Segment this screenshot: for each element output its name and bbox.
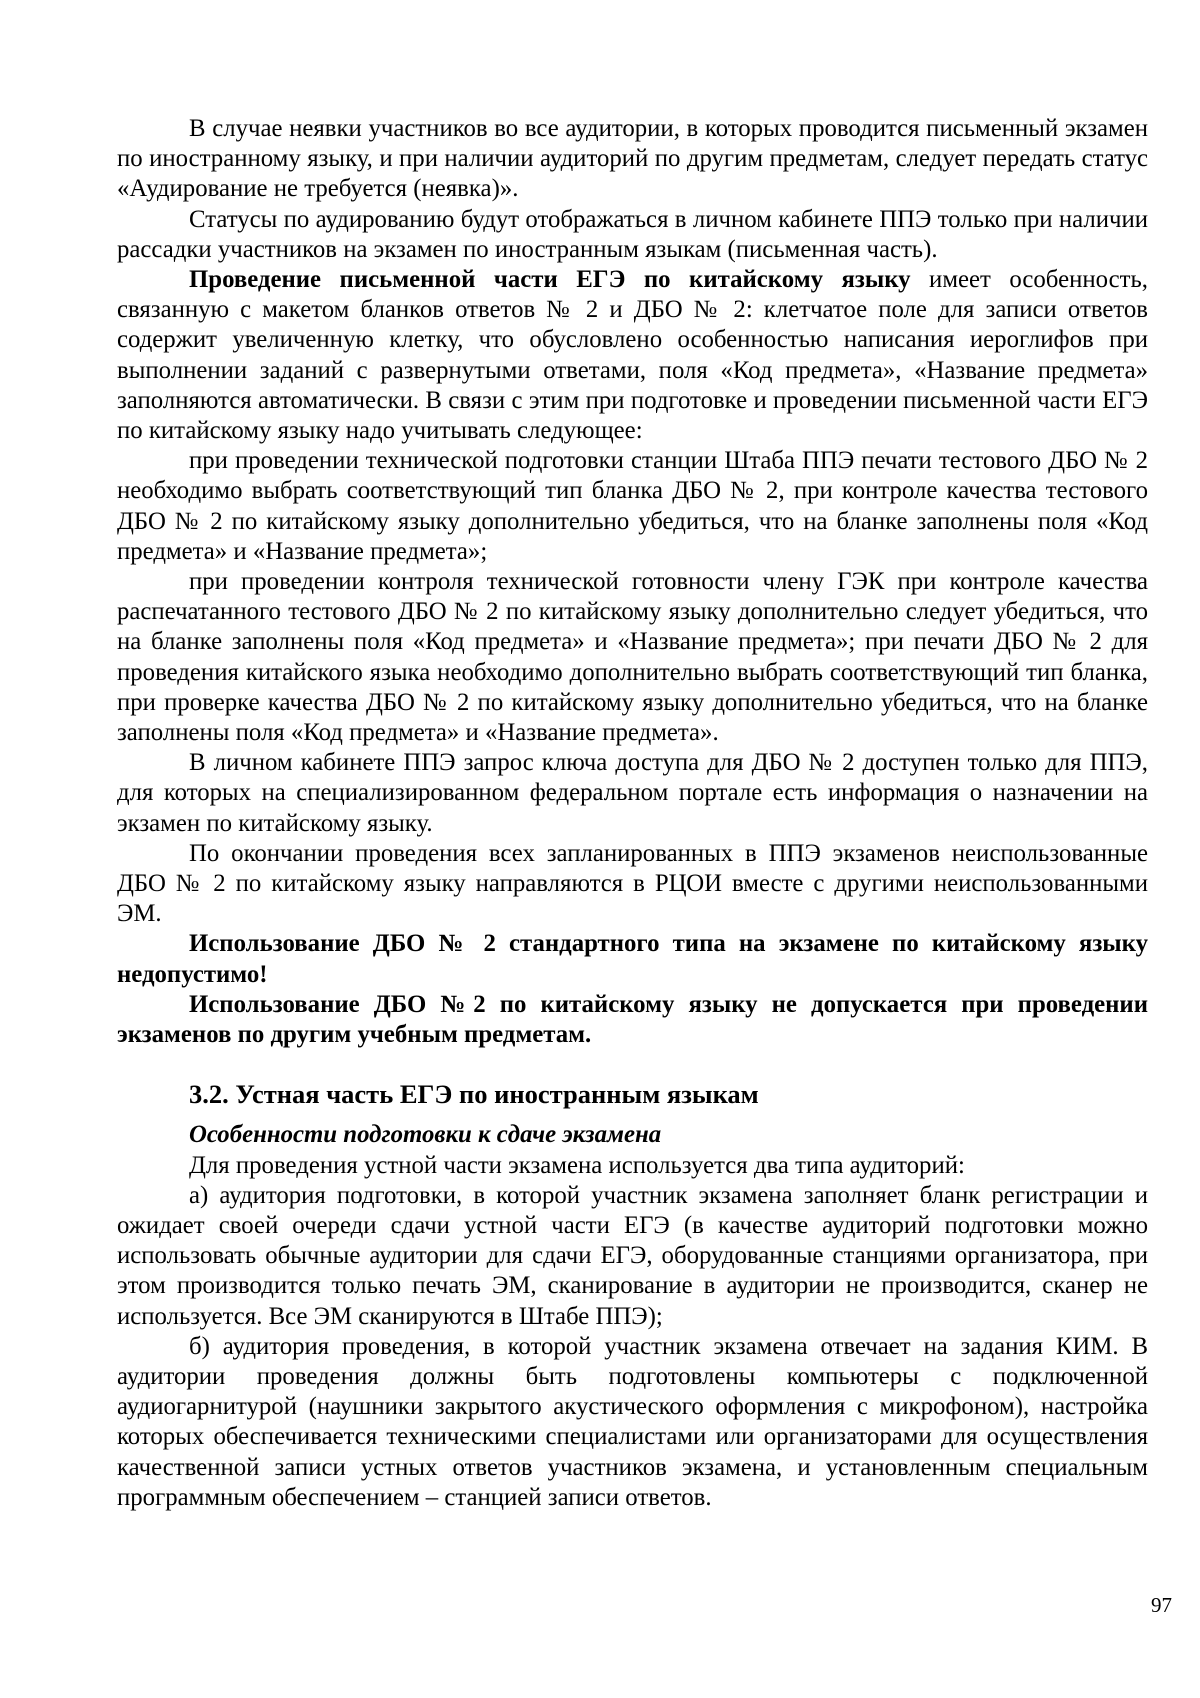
section-subheading: Особенности подготовки к сдаче экзамена xyxy=(189,1121,662,1149)
paragraph-exam-room: б) аудитория проведения, в которой участник экзамена отвечает на задания КИМ. В аудитории проведения должны быть подготовлены компьютеры с подключенной аудиогарнитурой (наушники закрытого акустического оформления с микрофоном), настройка которых обеспечивается техническими специалистами или организаторами для осуществления качественной записи устных ответов участников экзамена, и установленным специальным программным обеспечением – станцией записи ответов. xyxy=(117,1332,1148,1511)
warning-other-subjects: Использование ДБО №2 по китайскому языку не допускается при проведении экзаменов по другим учебным предметам. xyxy=(117,990,1148,1049)
document-body xyxy=(117,114,1148,1513)
paragraph-preparation-room: а) аудитория подготовки, в которой участник экзамена заполняет бланк регистрации и ожидает своей очереди сдачи устной части ЕГЭ (в качестве аудиторий подготовки можно использовать обычные аудитории для сдачи ЕГЭ, оборудованные станциями организатора, при этом производится только печать ЭМ, сканирование в аудитории не производится, сканер не используется. Все ЭМ сканируются в Штабе ППЭ); xyxy=(117,1181,1148,1330)
paragraph-technical-preparation: при проведении технической подготовки станции Штаба ППЭ печати тестового ДБО № 2 необходимо выбрать соответствующий тип бланка ДБО № 2, при контроле качества тестового ДБО № 2 по китайскому языку дополнительно убедиться, что на бланке заполнены поля «Код предмета» и «Название предмета»; xyxy=(117,447,1148,565)
section-heading: 3.2. Устная часть ЕГЭ по иностранным языкам xyxy=(189,1079,759,1110)
paragraph-access-key: В личном кабинете ППЭ запрос ключа доступа для ДБО № 2 доступен только для ППЭ, для которых на специализированном федеральном портале есть информация о назначении на экзамен по китайскому языку. xyxy=(117,749,1148,837)
paragraph-audition-status: Статусы по аудированию будут отображаться в личном кабинете ППЭ только при наличии рассадки участников на экзамен по иностранным языкам (письменная часть). xyxy=(117,205,1148,263)
bold-lead: Проведение письменной части ЕГЭ по китайскому языку xyxy=(189,266,911,294)
paragraph-technical-readiness: при проведении контроля технической готовности члену ГЭК при контроле качества распечатанного тестового ДБО № 2 по китайскому языку дополнительно следует убедиться, что на бланке заполнены поля «Код предмета» и «Название предмета»; при печати ДБО № 2 для проведения китайского языка необходимо дополнительно выбрать соответствующий тип бланка, при проверке качества ДБО № 2 по китайскому языку дополнительно убедиться, что на бланке заполнены поля «Код предмета» и «Название предмета». xyxy=(117,568,1148,747)
paragraph-room-types: Для проведения устной части экзамена используется два типа аудиторий: xyxy=(189,1151,965,1179)
page-number: 97 xyxy=(1151,1593,1172,1617)
warning-standard-form: Использование ДБО № 2 стандартного типа на экзамене по китайскому языку недопустимо! xyxy=(117,930,1148,988)
paragraph-no-show-status: В случае неявки участников во все аудитории, в которых проводится письменный экзамен по иностранному языку, и при наличии аудиторий по другим предметам, следует передать статус «Аудирование не требуется (неявка)». xyxy=(117,115,1148,203)
paragraph-unused-forms: По окончании проведения всех запланированных в ППЭ экзаменов неиспользованные ДБО № 2 по китайскому языку направляются в РЦОИ вместе с другими неиспользованными ЭМ. xyxy=(117,839,1148,928)
paragraph-chinese-written-part: Проведение письменной части ЕГЭ по китайскому языку имеет особенность, связанную с макетом бланков ответов № 2 и ДБО № 2: клетчатое поле для записи ответов содержит увеличенную клетку, что обусловлено особенностью написания иероглифов при выполнении заданий с развернутыми ответами, поля «Код предмета», «Название предмета» заполняются автоматически. В связи с этим при подготовке и проведении письменной части ЕГЭ по китайскому языку надо учитывать следующее: xyxy=(117,266,1148,445)
